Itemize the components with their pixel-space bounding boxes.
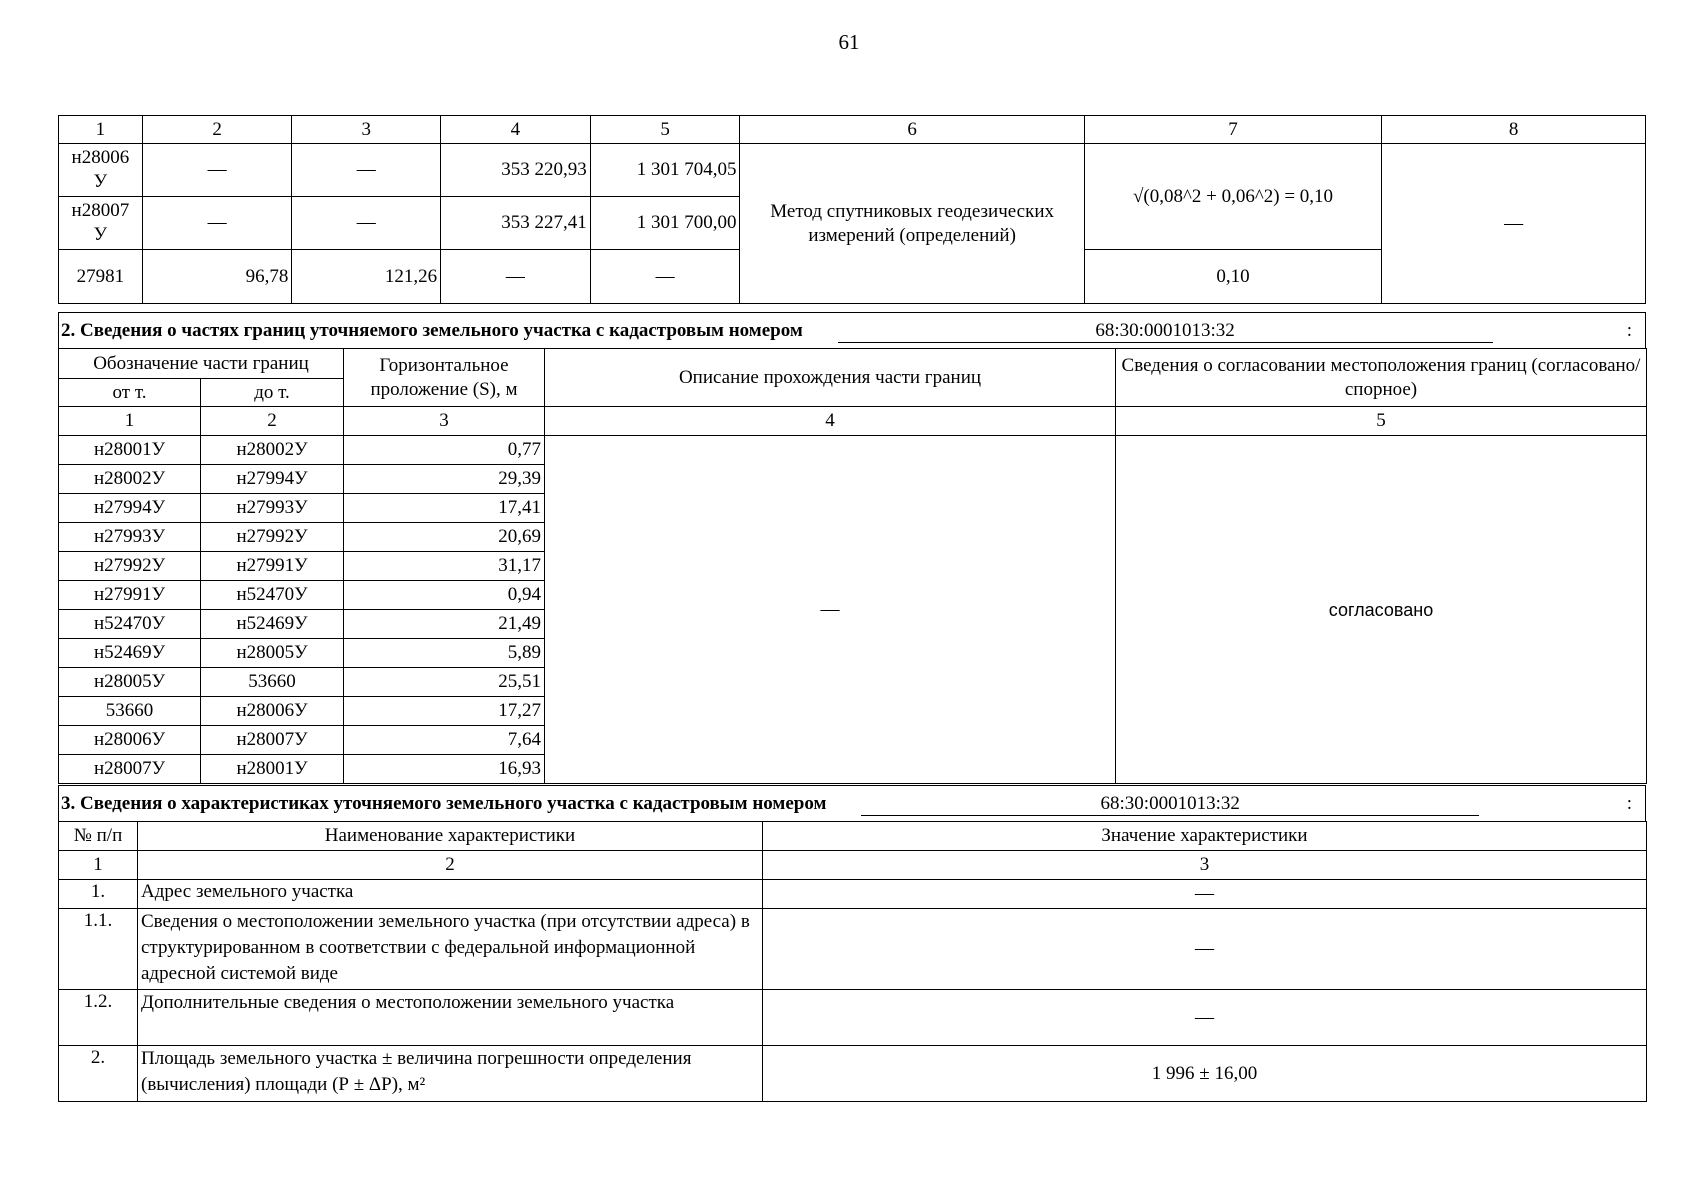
col-number: 4 [545,407,1116,436]
col-number: 3 [344,407,545,436]
col-number: 5 [1116,407,1647,436]
coord-y: 1 301 700,00 [590,197,740,250]
coord-x: 353 227,41 [441,197,591,250]
col-header: 7 [1084,116,1381,144]
cell: 121,26 [292,250,441,304]
section3-cadastral: 68:30:0001013:32 [861,793,1479,816]
from-point: н27991У [59,581,201,610]
col8-cell: — [1382,144,1646,304]
row-number: 2. [59,1046,138,1102]
to-point: н27991У [201,552,344,581]
to-point: н28007У [201,726,344,755]
coord-x: 353 220,93 [441,144,591,197]
from-point: н27994У [59,494,201,523]
agreement-value: согласовано [1116,436,1647,784]
length-value: 21,49 [344,610,545,639]
cell: 96,78 [142,250,292,304]
length-value: 17,27 [344,697,545,726]
to-point: н28005У [201,639,344,668]
from-point: 53660 [59,697,201,726]
section2-header [58,312,1646,349]
length-value: 31,17 [344,552,545,581]
col-header: 2 [142,116,292,144]
characteristic-value: 1 996 ± 16,00 [763,1046,1647,1102]
characteristic-value: — [763,880,1647,909]
col-number: 3 [763,851,1647,880]
page-number: 61 [838,30,860,54]
to-point: н52470У [201,581,344,610]
length-value: 25,51 [344,668,545,697]
description-header: Описание прохождения части границ [545,349,1116,407]
to-point: н52469У [201,610,344,639]
coord-y: — [590,250,740,304]
col-number: 1 [59,407,201,436]
section3-title: 3. Сведения о характеристиках уточняемого земельного участка с кадастровым номером [61,792,827,814]
col-header: 1 [59,116,143,144]
length-value: 5,89 [344,639,545,668]
to-point: 53660 [201,668,344,697]
length-value: 7,64 [344,726,545,755]
col-header: 5 [590,116,740,144]
coordinates-table [58,115,1646,304]
col-header: 8 [1382,116,1646,144]
col-number: 2 [201,407,344,436]
boundary-parts-table [58,348,1647,784]
from-header: от т. [59,379,201,407]
length-value: 16,93 [344,755,545,784]
characteristics-table [58,821,1647,1102]
agreement-header: Сведения о согласовании местоположения границ (согласовано/спорное) [1116,349,1647,407]
from-point: н27993У [59,523,201,552]
to-point: н27993У [201,494,344,523]
from-point: н28001У [59,436,201,465]
point-id: 27981 [59,250,143,304]
to-point: н28001У [201,755,344,784]
coord-y: 1 301 704,05 [590,144,740,197]
characteristic-value: — [763,990,1647,1046]
length-value: 0,94 [344,581,545,610]
col-header: 3 [292,116,441,144]
description-value: — [545,436,1116,784]
method-cell: Метод спутниковых геодезических измерений (определений) [740,144,1084,304]
colon: : [1626,319,1632,341]
to-header: до т. [201,379,344,407]
section2-title-cell [59,313,1646,349]
to-point: н27992У [201,523,344,552]
length-value: 20,69 [344,523,545,552]
col-number: 1 [59,851,138,880]
length-value: 17,41 [344,494,545,523]
length-value: 0,77 [344,436,545,465]
to-point: н27994У [201,465,344,494]
characteristic-name: Площадь земельного участка ± величина погрешности определения (вычисления) площади (Р ± ΔР), м² [138,1046,763,1102]
from-point: н52469У [59,639,201,668]
length-value: 29,39 [344,465,545,494]
characteristic-name: Сведения о местоположении земельного участка (при отсутствии адреса) в структурированном в соответствии с федеральной информационной адресной системой виде [138,909,763,990]
cell: — [142,197,292,250]
section3-header [58,785,1646,822]
cell: — [142,144,292,197]
from-point: н27992У [59,552,201,581]
length-header: Горизонтальное проложение (S), м [344,349,545,407]
accuracy-formula: √(0,08^2 + 0,06^2) = 0,10 [1084,144,1381,250]
section2-cadastral: 68:30:0001013:32 [838,320,1493,343]
section3-title-cell [59,786,1646,822]
cell: — [292,197,441,250]
col-number: 2 [138,851,763,880]
from-point: н28002У [59,465,201,494]
colon: : [1626,792,1632,814]
row-number: 1. [59,880,138,909]
section2-title: 2. Сведения о частях границ уточняемого земельного участка с кадастровым номером [61,319,803,341]
to-point: н28002У [201,436,344,465]
col-header: 6 [740,116,1084,144]
point-id: н28007 У [59,197,143,250]
accuracy-value: 0,10 [1084,250,1381,304]
name-header: Наименование характеристики [138,822,763,851]
characteristic-name: Дополнительные сведения о местоположении земельного участка [138,990,763,1046]
from-point: н28006У [59,726,201,755]
cell: — [292,144,441,197]
value-header: Значение характеристики [763,822,1647,851]
designation-header: Обозначение части границ [59,349,344,379]
from-point: н28007У [59,755,201,784]
characteristic-value: — [763,909,1647,990]
row-number: 1.2. [59,990,138,1046]
characteristic-name: Адрес земельного участка [138,880,763,909]
to-point: н28006У [201,697,344,726]
point-id: н28006 У [59,144,143,197]
col-header: 4 [441,116,591,144]
num-header: № п/п [59,822,138,851]
coord-x: — [441,250,591,304]
row-number: 1.1. [59,909,138,990]
from-point: н28005У [59,668,201,697]
from-point: н52470У [59,610,201,639]
